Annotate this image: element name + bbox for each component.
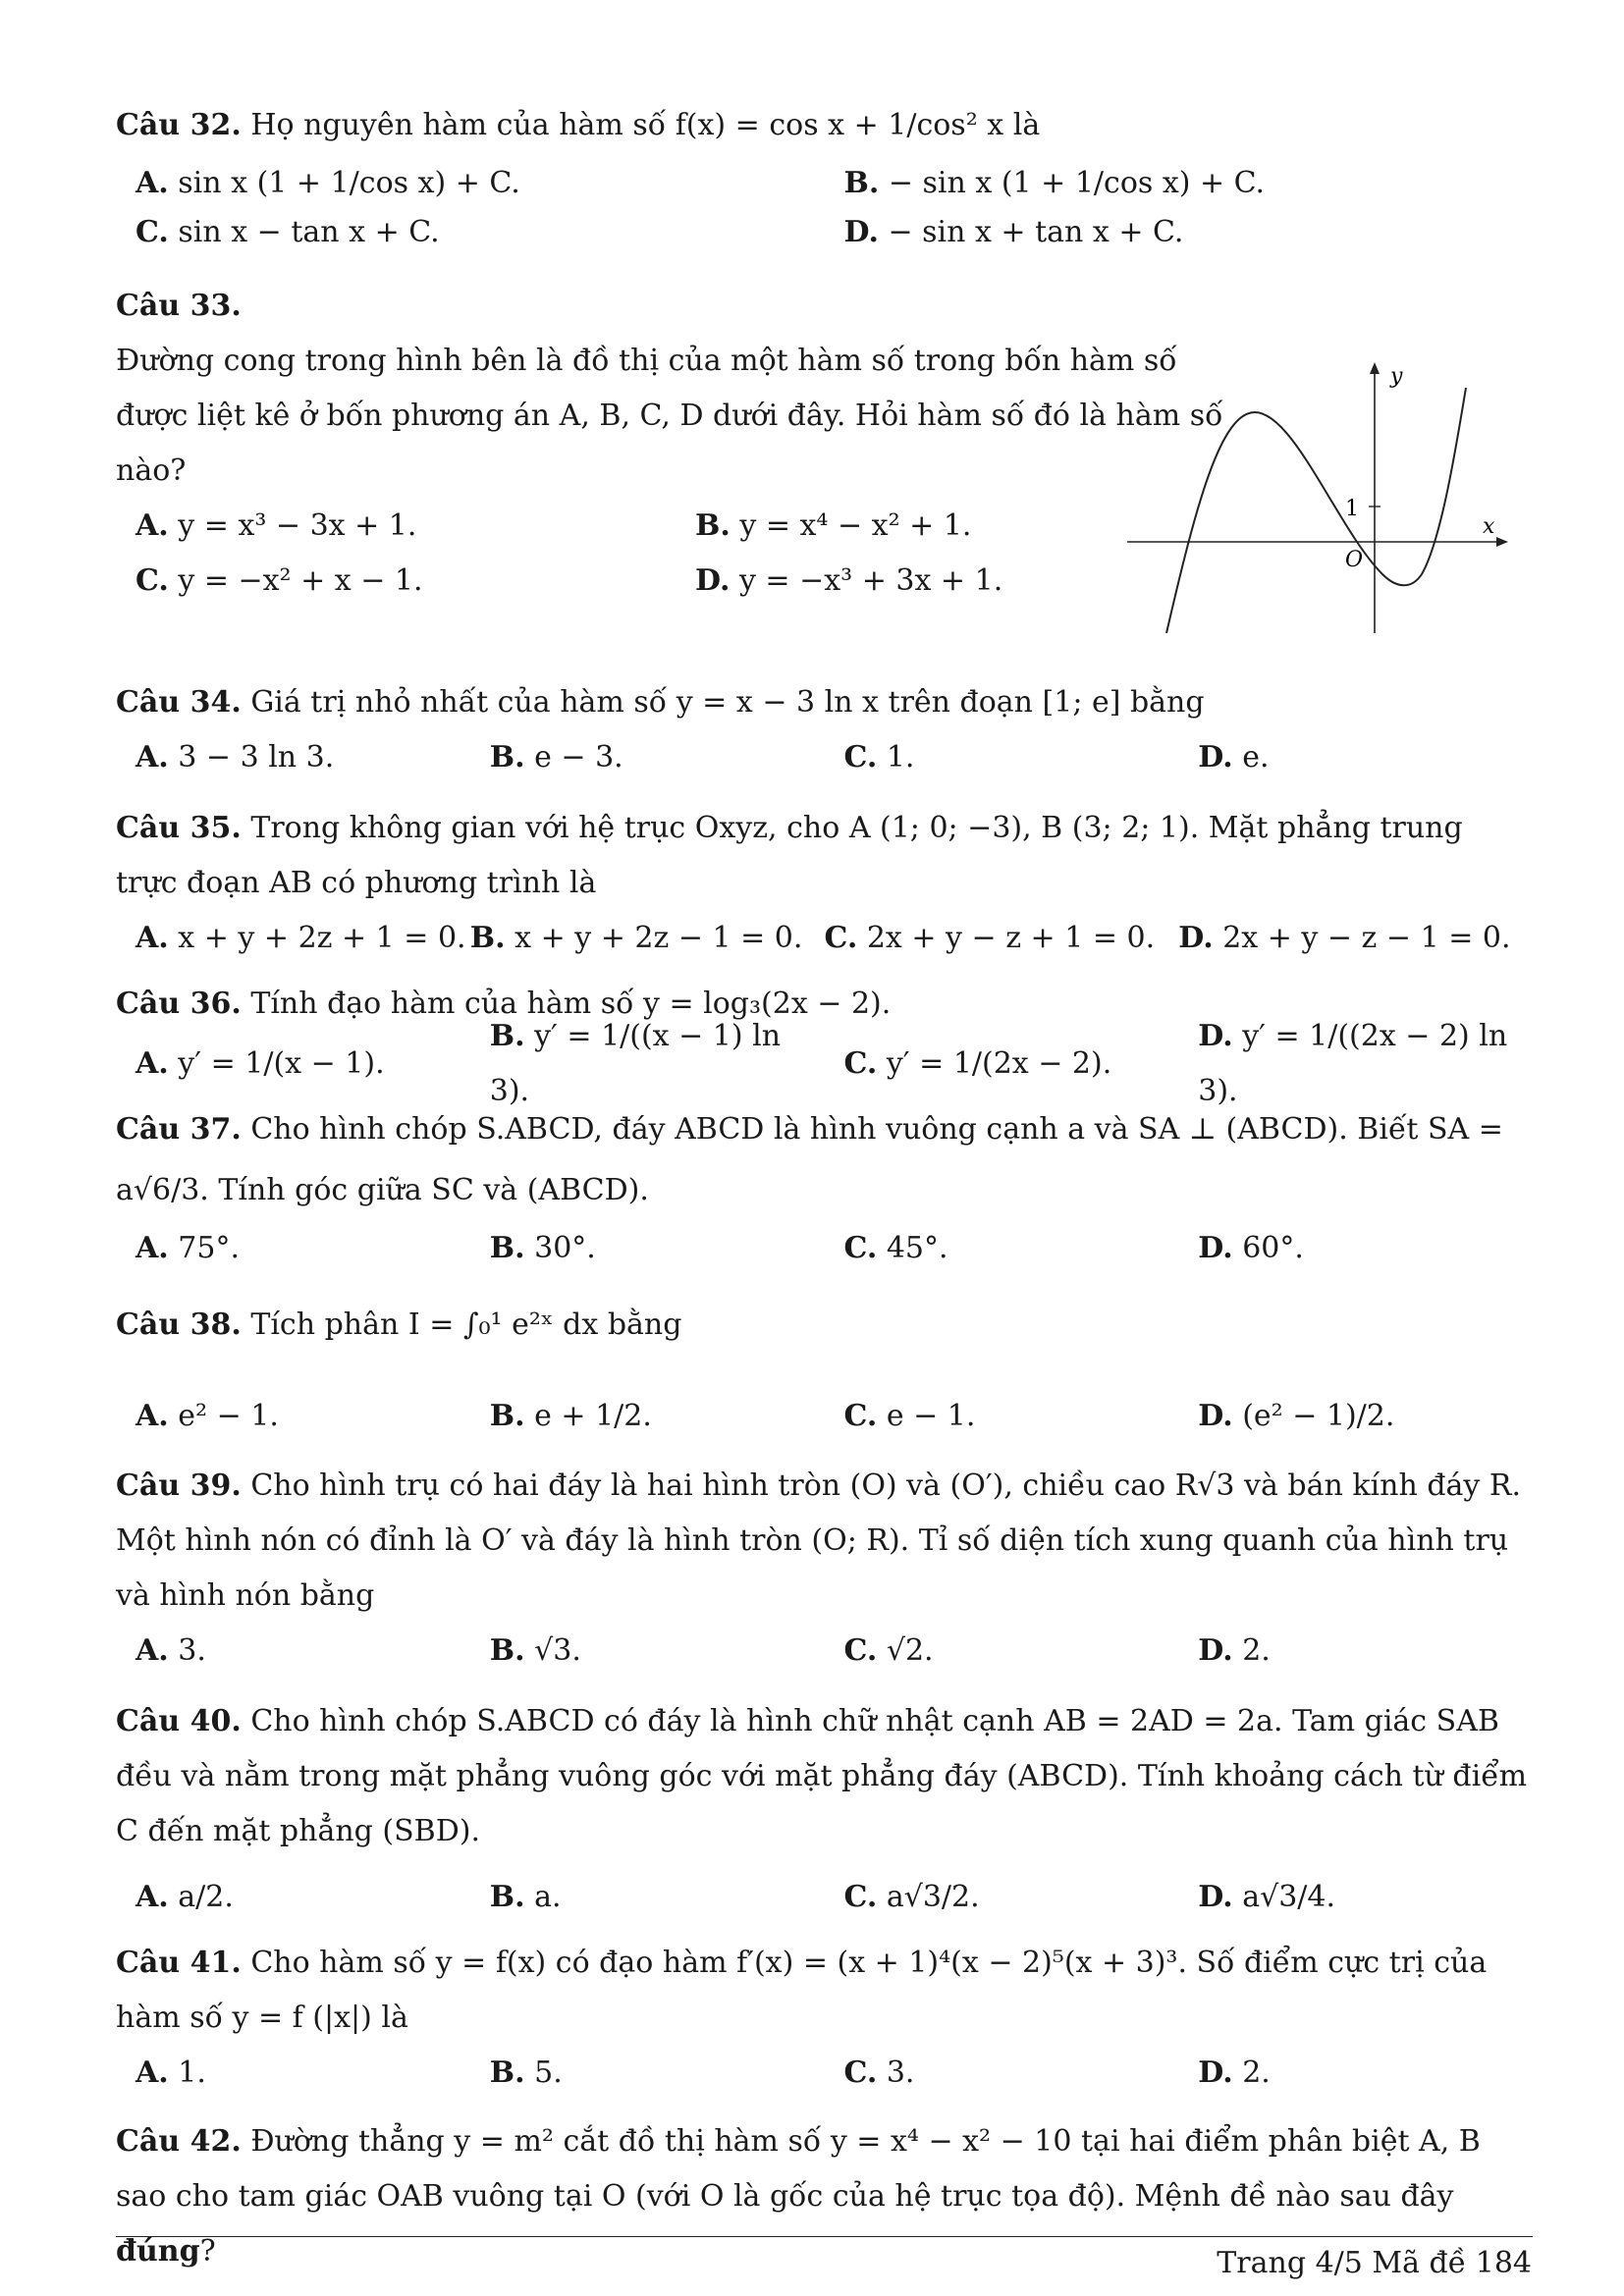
option-a[interactable]: A. a/2. (135, 1880, 234, 1914)
question-label: Câu 36. (116, 987, 242, 1021)
option-a[interactable]: A. y = x³ − 3x + 1. (135, 508, 417, 543)
option-c[interactable]: C. a√3/2. (843, 1880, 980, 1914)
x-axis-arrow-icon (1496, 537, 1508, 547)
question-label: Câu 39. (116, 1468, 242, 1503)
option-b[interactable]: B. √3. (489, 1633, 581, 1668)
option-a[interactable]: A. 75°. (135, 1231, 240, 1265)
option-d[interactable]: D. y′ = 1/((2x − 2) ln 3). (1198, 1019, 1508, 1108)
option-b[interactable]: B. e − 3. (489, 740, 623, 774)
option-b[interactable]: B. − sin x (1 + 1/cos x) + C. (843, 166, 1266, 200)
option-a[interactable]: A. x + y + 2z + 1 = 0. (135, 921, 466, 955)
option-b[interactable]: B. x + y + 2z − 1 = 0. (469, 921, 803, 955)
option-d[interactable]: D. 2. (1198, 2056, 1271, 2090)
option-c[interactable]: C. e − 1. (843, 1399, 976, 1433)
x-axis-label: x (1483, 514, 1495, 539)
option-a[interactable]: A. sin x (1 + 1/cos x) + C. (135, 166, 520, 200)
option-b[interactable]: B. 30°. (489, 1231, 596, 1265)
option-a[interactable]: A. e² − 1. (135, 1399, 279, 1433)
y-axis-label: y (1390, 364, 1403, 389)
option-a[interactable]: A. 1. (135, 2056, 206, 2090)
option-b[interactable]: B. y = x⁴ − x² + 1. (695, 508, 972, 543)
option-d[interactable]: D. 2. (1198, 1633, 1271, 1668)
question-label: Câu 33. (116, 289, 242, 323)
option-d[interactable]: D. − sin x + tan x + C. (843, 215, 1184, 249)
question-label: Câu 37. (116, 1112, 242, 1147)
y-axis-arrow-icon (1370, 362, 1380, 374)
question-stem-bold: đúng (116, 2234, 200, 2269)
question-stem: Cho hàm số y = f(x) có đạo hàm f′(x) = (x + 1)⁴(x − 2)⁵(x + 3)³. Số điểm cực trị của hàm số y = f (|x|) là (116, 1946, 1488, 2035)
question-37 (116, 1099, 1533, 1276)
option-a[interactable]: A. 3. (135, 1633, 206, 1668)
option-c[interactable]: C. y′ = 1/(2x − 2). (843, 1046, 1112, 1081)
page-footer: Trang 4/5 Mã đề 184 (1217, 2246, 1532, 2280)
question-label: Câu 32. (116, 108, 242, 142)
question-label: Câu 35. (116, 811, 242, 845)
option-b[interactable]: B. 5. (489, 2056, 563, 2090)
option-c[interactable]: C. 45°. (843, 1231, 948, 1265)
question-stem: Tích phân I = ∫₀¹ e²ˣ dx bằng (250, 1308, 682, 1342)
option-a[interactable]: A. y′ = 1/(x − 1). (135, 1046, 385, 1081)
question-stem: Cho hình chóp S.ABCD, đáy ABCD là hình vuông cạnh a và SA ⊥ (ABCD). Biết SA = a√6/3. Tính góc giữa SC và (ABCD). (116, 1112, 1503, 1207)
option-c[interactable]: C. 2x + y − z + 1 = 0. (824, 921, 1156, 955)
question-34 (116, 675, 1533, 785)
question-42: Câu 42. Đường thẳng y = m² cắt đồ thị hàm số y = x⁴ − x² − 10 tại hai điểm phân biệt A, B sao cho tam giác OAB vuông tại O (với O là gốc của hệ trục tọa độ). Mệnh đề nào sau đây đúng? (116, 2124, 1481, 2269)
question-label: Câu 38. (116, 1308, 242, 1342)
function-graph-figure (1127, 358, 1520, 633)
question-stem: Giá trị nhỏ nhất của hàm số y = x − 3 ln x trên đoạn [1; e] bằng (250, 685, 1205, 720)
option-b[interactable]: B. y′ = 1/((x − 1) ln 3). (489, 1019, 782, 1108)
question-36 (116, 980, 1533, 1108)
origin-label: O (1345, 548, 1364, 572)
function-curve (1166, 388, 1466, 633)
question-stem: Cho hình chóp S.ABCD có đáy là hình chữ nhật cạnh AB = 2AD = 2a. Tam giác SAB đều và nằm trong mặt phẳng vuông góc với mặt phẳng đáy (ABCD). Tính khoảng cách từ điểm C đến mặt phẳng (SBD). (116, 1704, 1528, 1848)
option-c[interactable]: C. sin x − tan x + C. (135, 215, 440, 249)
option-c[interactable]: C. 3. (843, 2056, 915, 2090)
question-stem: Đường cong trong hình bên là đồ thị của một hàm số trong bốn hàm số được liệt kê ở bốn phương án A, B, C, D dưới đây. Hỏi hàm số đó là hàm số nào? (116, 344, 1223, 488)
question-label: Câu 40. (116, 1704, 242, 1738)
question-stem: Cho hình trụ có hai đáy là hai hình tròn (O) và (O′), chiều cao R√3 và bán kính đáy R. Một hình nón có đỉnh là O′ và đáy là hình tròn (O; R). Tỉ số diện tích xung quanh của hình trụ và hình nón bằng (116, 1468, 1522, 1613)
question-stem: Đường thẳng y = m² cắt đồ thị hàm số y = x⁴ − x² − 10 tại hai điểm phân biệt A, B sao cho tam giác OAB vuông tại O (với O là gốc của hệ trục tọa độ). Mệnh đề nào sau đây (116, 2124, 1481, 2214)
option-a[interactable]: A. 3 − 3 ln 3. (135, 740, 335, 774)
option-c[interactable]: C. √2. (843, 1633, 934, 1668)
question-38 (116, 1276, 1533, 1459)
question-41 (116, 1936, 1533, 2101)
cubic-graph (1127, 358, 1520, 633)
option-d[interactable]: D. 2x + y − z − 1 = 0. (1178, 921, 1511, 955)
option-d[interactable]: D. e. (1198, 740, 1270, 774)
question-stem: Họ nguyên hàm của hàm số f(x) = cos x + 1/cos² x là (250, 108, 1041, 142)
question-32 (116, 98, 1533, 253)
question-40 (116, 1694, 1533, 1936)
question-35 (116, 801, 1533, 966)
question-39 (116, 1459, 1533, 1679)
option-d[interactable]: D. 60°. (1198, 1231, 1304, 1265)
option-d[interactable]: D. y = −x³ + 3x + 1. (695, 563, 1003, 598)
option-d[interactable]: D. (e² − 1)/2. (1198, 1399, 1395, 1433)
option-c[interactable]: C. y = −x² + x − 1. (135, 563, 423, 598)
option-c[interactable]: C. 1. (843, 740, 915, 774)
option-d[interactable]: D. a√3/4. (1198, 1880, 1336, 1914)
question-label: Câu 42. (116, 2124, 242, 2159)
question-label: Câu 34. (116, 685, 242, 720)
question-stem: Trong không gian với hệ trục Oxyz, cho A (1; 0; −3), B (3; 2; 1). Mặt phẳng trung trực đoạn AB có phương trình là (116, 811, 1463, 900)
option-b[interactable]: B. e + 1/2. (489, 1399, 652, 1433)
question-label: Câu 41. (116, 1946, 242, 1980)
question-stem: Tính đạo hàm của hàm số y = log₃(2x − 2). (250, 987, 892, 1021)
tick-label: 1 (1345, 497, 1359, 521)
footer-divider (116, 2236, 1533, 2237)
option-b[interactable]: B. a. (489, 1880, 562, 1914)
